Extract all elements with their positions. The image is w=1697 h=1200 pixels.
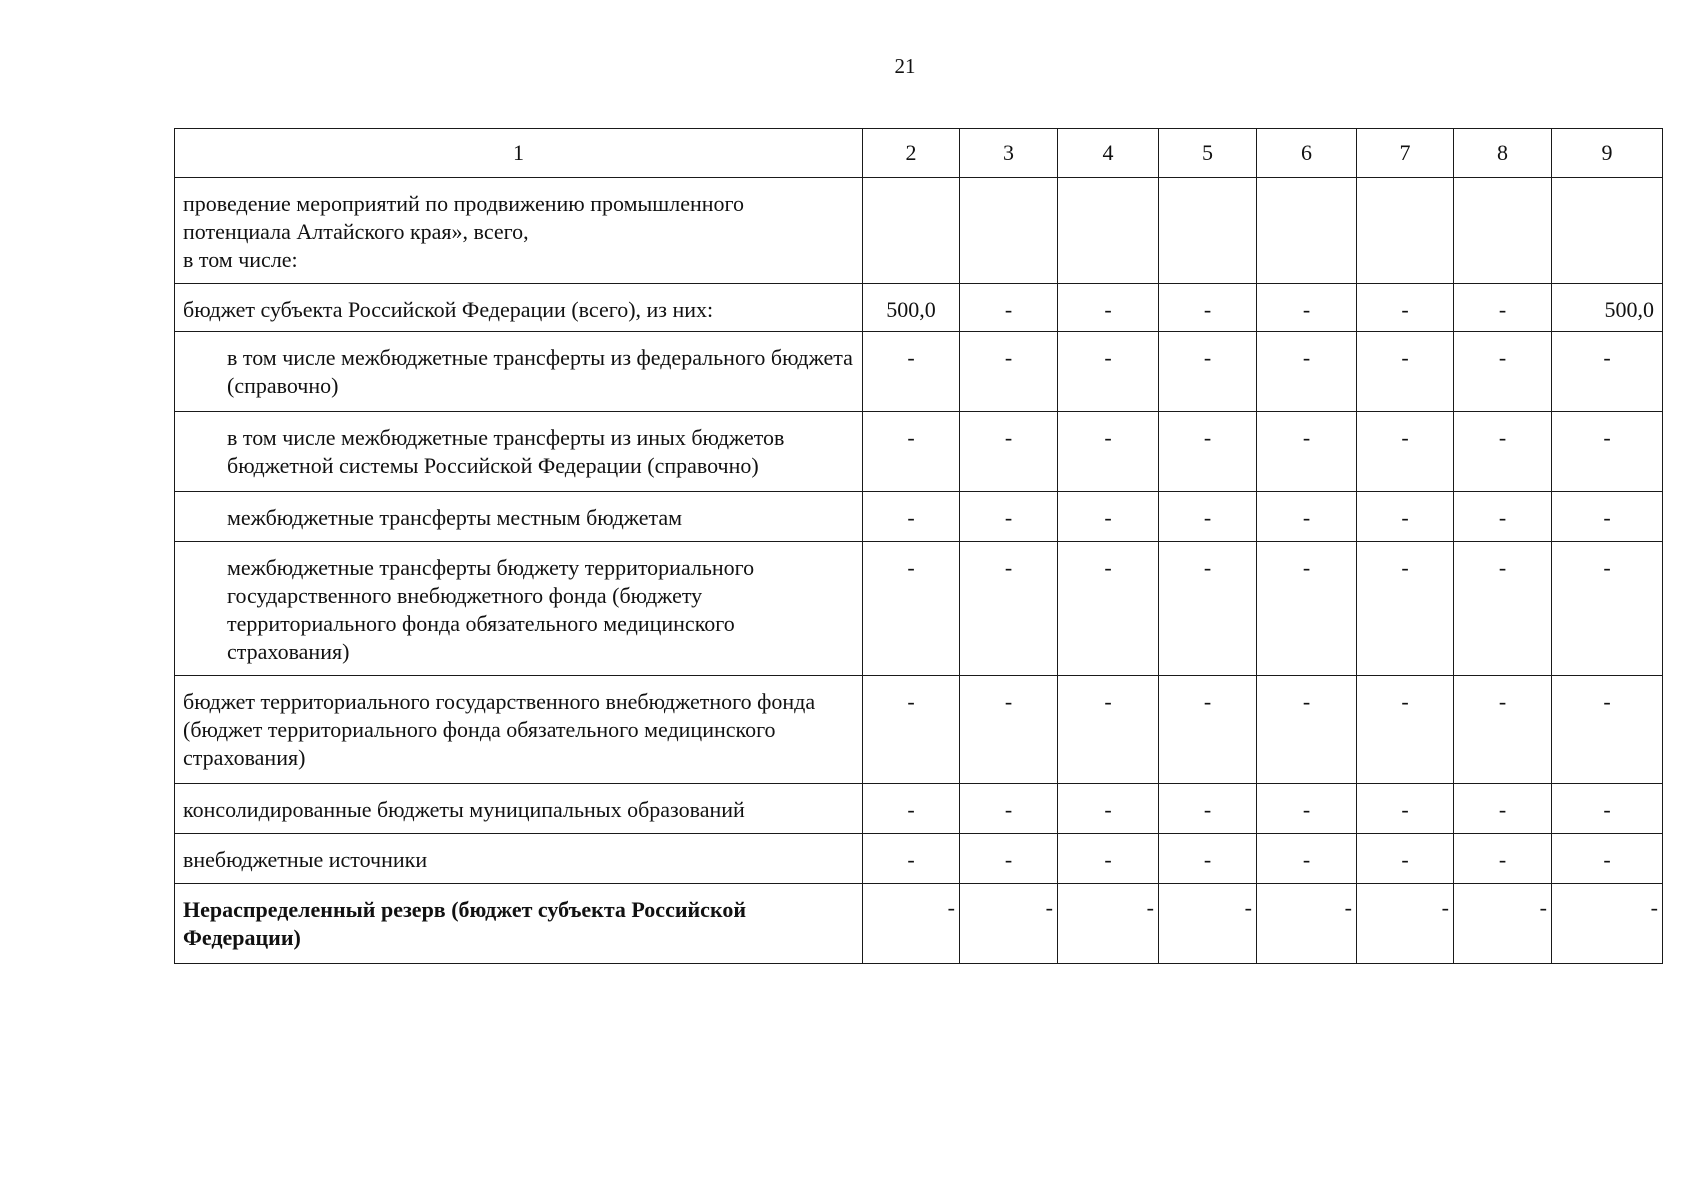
table-cell: -	[1159, 492, 1257, 542]
table-cell: -	[1058, 332, 1159, 412]
row-label: бюджет территориального государственного внебюджетного фонда (бюджет территориального фонда обязательного медицинского страхования)	[175, 676, 863, 784]
column-header: 7	[1357, 129, 1454, 178]
table-cell	[1357, 178, 1454, 284]
table-cell: -	[1058, 834, 1159, 884]
table-cell: -	[1159, 884, 1257, 964]
table-cell: -	[863, 676, 960, 784]
table-cell: -	[1058, 884, 1159, 964]
table-cell	[1058, 178, 1159, 284]
table-cell: -	[863, 784, 960, 834]
row-label: консолидированные бюджеты муниципальных образований	[175, 784, 863, 834]
table-cell	[863, 178, 960, 284]
table-cell: -	[1257, 332, 1357, 412]
column-header: 2	[863, 129, 960, 178]
table-cell: -	[863, 834, 960, 884]
table-cell	[960, 178, 1058, 284]
table-cell: 500,0	[863, 284, 960, 332]
table-cell: -	[863, 492, 960, 542]
table-cell: -	[960, 284, 1058, 332]
table-cell: -	[1454, 784, 1552, 834]
row-label: межбюджетные трансферты бюджету территориального государственного внебюджетного фонда (бюджету территориального фонда обязательного медицинского страхования)	[175, 542, 863, 676]
column-header: 5	[1159, 129, 1257, 178]
table-cell: -	[1159, 676, 1257, 784]
table-cell: -	[960, 492, 1058, 542]
table-cell: -	[1159, 412, 1257, 492]
table-cell: -	[1058, 542, 1159, 676]
table-cell: -	[1454, 284, 1552, 332]
table-row	[175, 542, 1663, 676]
table-cell: -	[863, 884, 960, 964]
table-cell	[1257, 178, 1357, 284]
row-label: внебюджетные источники	[175, 834, 863, 884]
table-cell: -	[1257, 834, 1357, 884]
column-header: 1	[175, 129, 863, 178]
table-cell: -	[1058, 492, 1159, 542]
table-cell: -	[1454, 834, 1552, 884]
table-cell: -	[1552, 884, 1663, 964]
table-cell: -	[1552, 784, 1663, 834]
table-cell: -	[1159, 284, 1257, 332]
column-header: 9	[1552, 129, 1663, 178]
row-label: проведение мероприятий по продвижению промышленного потенциала Алтайского края», всего, в том числе:	[175, 178, 863, 284]
column-header: 8	[1454, 129, 1552, 178]
table-row	[175, 178, 1663, 284]
column-header: 3	[960, 129, 1058, 178]
table-cell: -	[1357, 676, 1454, 784]
table-cell: -	[1257, 884, 1357, 964]
row-label: в том числе межбюджетные трансферты из иных бюджетов бюджетной системы Российской Федерации (справочно)	[175, 412, 863, 492]
table-row	[175, 834, 1663, 884]
table-cell: -	[1257, 492, 1357, 542]
row-label: бюджет субъекта Российской Федерации (всего), из них:	[175, 284, 863, 332]
table-cell	[1454, 178, 1552, 284]
table-row	[175, 332, 1663, 412]
table-row	[175, 884, 1663, 964]
table-cell: -	[1552, 332, 1663, 412]
row-label: межбюджетные трансферты местным бюджетам	[175, 492, 863, 542]
table-cell	[1159, 178, 1257, 284]
table-header-row	[175, 129, 1663, 178]
table-row	[175, 492, 1663, 542]
table-cell: -	[1552, 542, 1663, 676]
table-cell: -	[1357, 884, 1454, 964]
table-cell: -	[863, 332, 960, 412]
table-cell: -	[1552, 676, 1663, 784]
table-cell: -	[1454, 412, 1552, 492]
table-cell: -	[1357, 834, 1454, 884]
table-cell: -	[1257, 676, 1357, 784]
table-cell: -	[960, 834, 1058, 884]
table-cell: -	[1552, 492, 1663, 542]
table-cell: -	[1454, 492, 1552, 542]
table-cell: -	[1454, 676, 1552, 784]
table-cell: -	[960, 676, 1058, 784]
table-cell: -	[1159, 834, 1257, 884]
table-row	[175, 284, 1663, 332]
table-cell: -	[1257, 542, 1357, 676]
table-cell: -	[1257, 412, 1357, 492]
table-cell: -	[1159, 542, 1257, 676]
table-row	[175, 676, 1663, 784]
table-cell: -	[1357, 332, 1454, 412]
table-cell: -	[960, 412, 1058, 492]
row-label: Нераспределенный резерв (бюджет субъекта Российской Федерации)	[175, 884, 863, 964]
table-cell: -	[1357, 284, 1454, 332]
column-header: 4	[1058, 129, 1159, 178]
table-cell: -	[1454, 542, 1552, 676]
table-row	[175, 784, 1663, 834]
table-cell	[1552, 178, 1663, 284]
table-cell: -	[1552, 412, 1663, 492]
table-cell: -	[1058, 784, 1159, 834]
table-cell: -	[960, 542, 1058, 676]
budget-table	[174, 128, 1663, 964]
table-cell: -	[863, 412, 960, 492]
table-cell: -	[1058, 412, 1159, 492]
table-cell: -	[1552, 834, 1663, 884]
table-cell: -	[1257, 284, 1357, 332]
table-cell: -	[1159, 332, 1257, 412]
table-cell: -	[1257, 784, 1357, 834]
table-cell: -	[1357, 492, 1454, 542]
page-number: 21	[894, 54, 916, 78]
row-label: в том числе межбюджетные трансферты из федерального бюджета (справочно)	[175, 332, 863, 412]
table-cell: -	[960, 784, 1058, 834]
table-cell: -	[960, 332, 1058, 412]
column-header: 6	[1257, 129, 1357, 178]
table-cell: -	[1159, 784, 1257, 834]
table-cell: -	[1357, 412, 1454, 492]
table-cell: -	[1357, 784, 1454, 834]
table-cell: -	[1357, 542, 1454, 676]
table-cell: -	[1454, 332, 1552, 412]
table-cell: -	[863, 542, 960, 676]
table-cell: 500,0	[1552, 284, 1663, 332]
table-cell: -	[1454, 884, 1552, 964]
table-cell: -	[1058, 676, 1159, 784]
table-row	[175, 412, 1663, 492]
table-cell: -	[1058, 284, 1159, 332]
table-cell: -	[960, 884, 1058, 964]
